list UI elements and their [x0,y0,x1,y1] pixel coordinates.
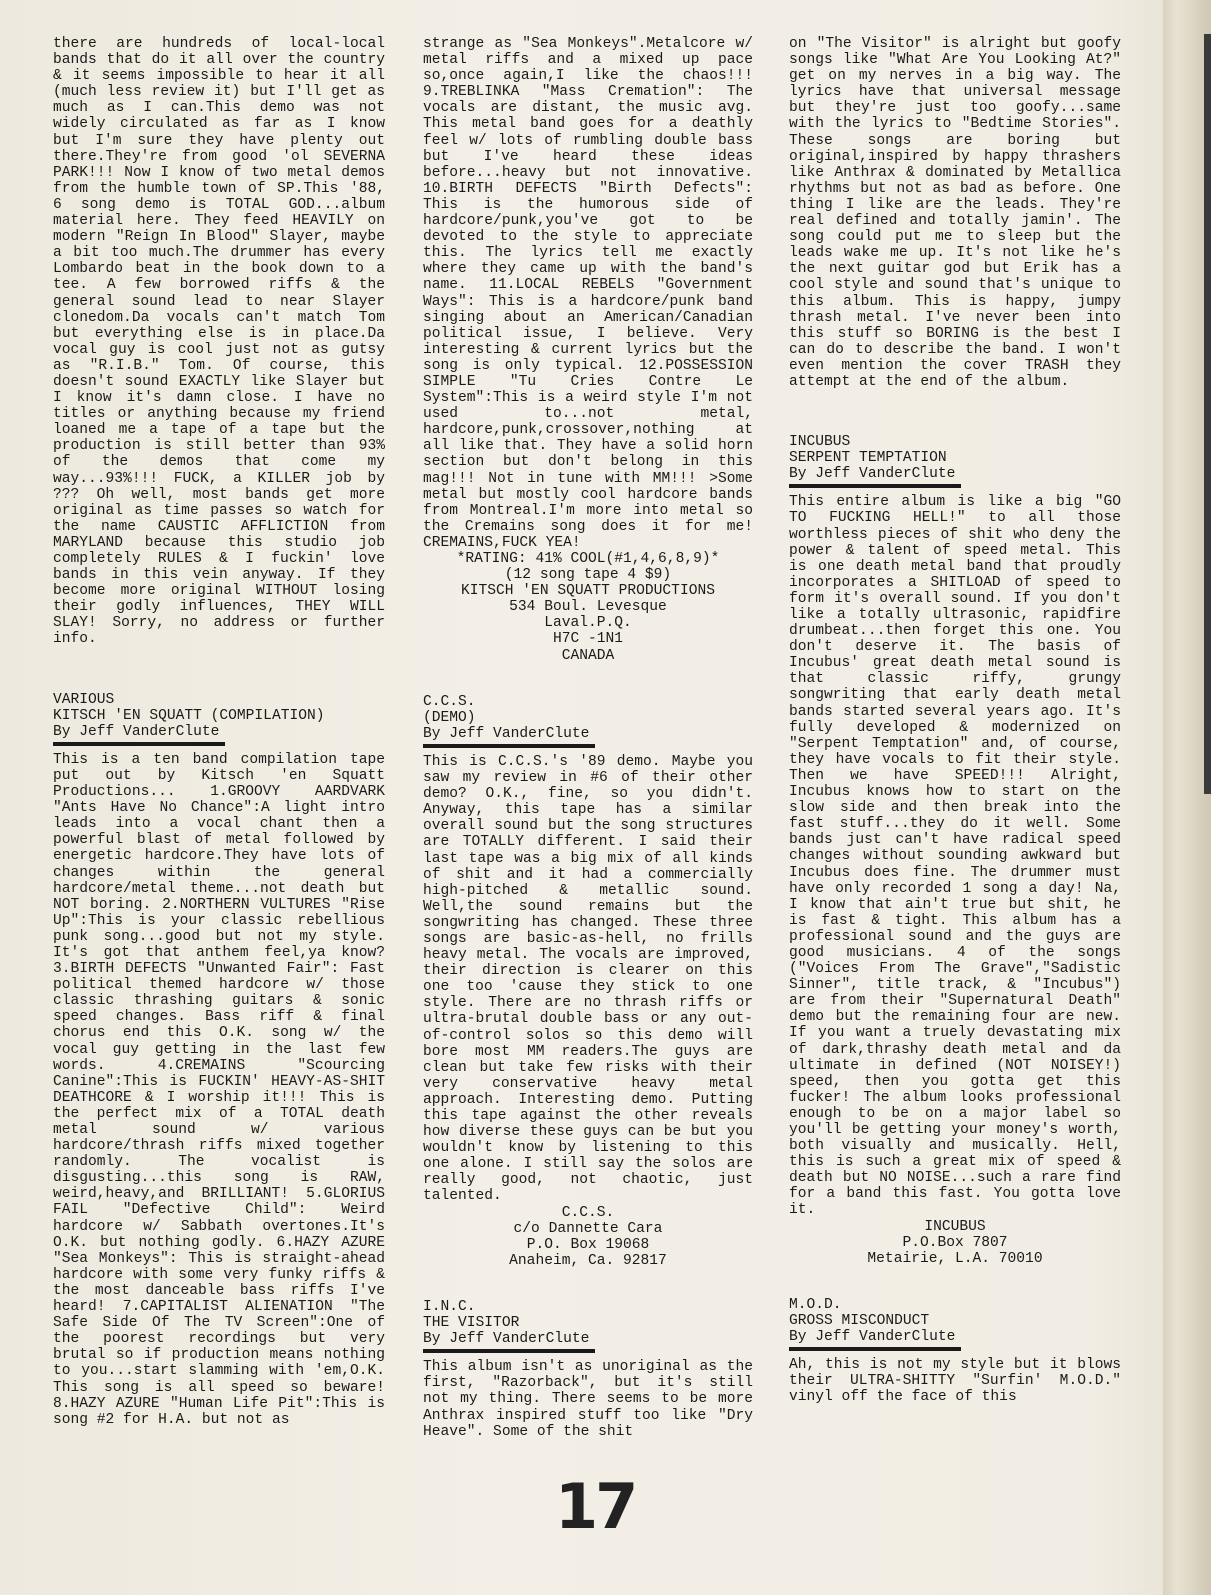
review-byline: By Jeff VanderClute [423,1331,590,1348]
address-line: 534 Boul. Levesque [509,599,667,616]
address-line: H7C -1N1 [552,631,624,648]
column-2 [423,36,753,1440]
tape-format: (12 song tape 4 $9) [504,567,672,584]
incubus-review-text: This entire album is like a big "GO TO FUCKING HELL!" to all those worthless pieces of shit who deny the power & talent of speed metal. This is one death metal band that proudly incorporates a SHITLOAD of speed to form it's overall sound. If you don't like a totally ultrasonic, rapidfire drumbeat...then forget this one. You don't deserve it. The basis of Incubus' great death metal sound is that classic riffy, grungy songwriting that early death metal bands started several years ago. It's fully developed & modernized on "Serpent Temptation" and, of course, they have vocals to fit their style. Then we have SPEED!!! Alright, Incubus knows how to start on the slow side and then break into the fast stuff...they do it well. Some bands just can't have radical speed changes without sounding awkward but Incubus does fine. The drummer must have only recorded 1 song a day! Na, I know that ain't true but shit, he is fast & tight. This album has a professional sound and the guys are good musicians. 4 of the songs ("Voices From The Grave","Sadistic Sinner", title track, & "Incubus") are from their "Supernatural Death" demo but the remaining four are new. If you want a truely devastating mix of dark,thrashy death metal and da ultimate in defined (NOT NOISEY!) speed, then you gotta get this fucker! The album looks professional enough to be on a major label so you'll be getting your money's worth, both visually and musically. Hell, this is such a great mix of speed & death but NO NOISE...such a rare find for a band this fast. You gotta love it. [789,494,1121,1219]
spine-edge-mark [1204,34,1211,794]
page-spine [1163,0,1211,1595]
address-line: c/o Dannette Cara [513,1220,663,1237]
ccs-review-header [423,694,753,742]
address-line: INCUBUS [924,1218,986,1235]
review-title: THE VISITOR [423,1315,520,1332]
review-title: (DEMO) [423,709,476,726]
byline-rule [789,484,961,488]
byline-rule [53,742,225,746]
inc-review-header [423,1299,753,1347]
page-number: 17 [555,1470,636,1543]
incubus-review-header [789,434,1121,482]
review-byline: By Jeff VanderClute [423,725,590,742]
address-line: KITSCH 'EN SQUATT PRODUCTIONS [461,583,715,600]
incubus-address-block [789,1219,1121,1267]
address-line: Anaheim, Ca. 92817 [509,1252,667,1269]
address-line: P.O. Box 19068 [526,1236,650,1253]
review-artist: INCUBUS [789,434,851,451]
byline-rule [423,1349,595,1353]
kitsch-address-block [423,551,753,664]
review-title: KITSCH 'EN SQUATT (COMPILATION) [53,707,325,724]
review-artist: M.O.D. [789,1296,842,1313]
various-review-text: This is a ten band compilation tape put out by Kitsch 'en Squatt Productions... 1.GROOVY AARDVARK "Ants Have No Chance":A light intro leads into a vocal chant then a powerful blast of metal followed by energetic hardcore.They have lots of changes within the general hardcore/metal theme...not death but NOT boring. 2.NORTHERN VULTURES "Rise Up":This is your classic rebellious punk song...good but not my style. It's got that anthem feel,ya know? 3.BIRTH DEFECTS "Unwanted Fair": Fast political themed hardcore w/ those classic thrashing guitars & sonic speed changes. Bass riff & final chorus end this O.K. song w/ the vocal guy getting in the last few words. 4.CREMAINS "Scourcing Canine":This is FUCKIN' HEAVY-AS-SHIT DEATHCORE & I worship it!!! This is the perfect mix of a TOTAL death metal sound w/ various hardcore/thrash riffs mixed together randomly. The vocalist is disgusting...this song is RAW, weird,heavy,and BRILLIANT! 5.GLORIUS FAIL "Defective Child": Weird hardcore w/ Sabbath overtones.It's O.K. but nothing godly. 6.HAZY AZURE "Sea Monkeys": This is straight-ahead hardcore with some very funky riffs & the most danceable bass riffs I've heard! 7.CAPITALIST ALIENATION "The Safe Side Of The TV Screen":One of the poorest recordings but very brutal so if production means nothing to you...start slamming with 'em,O.K. This song is all speed so beware! 8.HAZY AZURE "Human Life Pit":This is song #2 for H.A. but not as [53,751,385,1428]
ccs-address-block [423,1205,753,1269]
inc-review-text: This album isn't as unoriginal as the first, "Razorback", but it's still not my thing. There seems to be more Anthrax inspired stuff too like "Dry Heave". Some of the shit [423,1359,753,1440]
byline-rule [423,744,595,748]
various-review-header [53,692,385,740]
review-artist: VARIOUS [53,691,115,708]
inc-review-continuation: on "The Visitor" is alright but goofy songs like "What Are You Looking At?" get on my nerves in a big way. The lyrics have that universal message but they're just too goofy...same with the lyrics to "Bedtime Stories". These songs are boring but original,inspired by happy thrashers like Anthrax & dominated by Metallica rhythms but not as bad as before. One thing I like are the leads. They're real defined and totally jamin'. The song could put me to sleep but the leads wake me up. It's not like he's the next guitar god but Erik has a cool style and sound that's unique to this album. This is happy, jumpy thrash metal. I've never been into this stuff so BORING is the best I can do to describe the band. I won't even mention the cover TRASH they attempt at the end of the album. [789,36,1121,390]
address-line: C.C.S. [561,1204,615,1221]
address-line: Metairie, L.A. 70010 [867,1250,1043,1267]
column-1 [53,36,385,1428]
column-3 [789,36,1121,1405]
review-byline: By Jeff VanderClute [53,723,220,740]
review-title: GROSS MISCONDUCT [789,1312,930,1329]
rating: *RATING: 41% COOL(#1,4,6,8,9)* [456,551,720,567]
review-title: SERPENT TEMPTATION [789,450,947,467]
mod-review-text: Ah, this is not my style but it blows their ULTRA-SHITTY "Surfin' M.O.D." vinyl off the face of this [789,1357,1121,1406]
review-byline: By Jeff VanderClute [789,466,956,483]
address-line: P.O.Box 7807 [902,1234,1008,1251]
mod-review-header [789,1297,1121,1345]
review-artist: C.C.S. [423,693,476,710]
address-line: Laval.P.Q. [544,615,632,632]
various-review-continuation: strange as "Sea Monkeys".Metalcore w/ metal riffs and a mixed up pace so,once again,I like the chaos!!! 9.TREBLINKA "Mass Cremation": The vocals are distant, the music avg. This metal band goes for a deathly feel w/ lots of rumbling double bass but I've heard these ideas before...heavy but not innovative. 10.BIRTH DEFECTS "Birth Defects": This is the humorous side of hardcore/punk,you've got to be devoted to the style to appreciate this. The lyrics tell me exactly where they came up with the band's name. 11.LOCAL REBELS "Government Ways": This is a hardcore/punk band singing about an American/Canadian political issue, I believe. Very interesting & current lyrics but the song is only typical. 12.POSSESSION SIMPLE "Tu Cries Contre Le System":This is a weird style I'm not used to...not metal, hardcore,punk,crossover,nothing at all like that. They have a solid horn section but don't belong in this mag!!! Not in tune with MM!!! >Some metal but mostly cool hardcore bands from Montreal.I'm more into metal so the Cremains song does it for me! CREMAINS,FUCK YEA! [423,36,753,551]
review-artist: I.N.C. [423,1298,476,1315]
address-line: CANADA [561,647,615,664]
byline-rule [789,1347,961,1351]
review-byline: By Jeff VanderClute [789,1329,956,1346]
caustic-affliction-review-text: there are hundreds of local-local bands that do it all over the country & it seems impossible to hear it all (much less review it) but I'll get as much as I can.This demo was not widely circulated as far as I know but I'm sure they have plenty out there.They're from good 'ol SEVERNA PARK!!! Now I know of two metal demos from the humble town of SP.This '88, 6 song demo is TOTAL GOD...album material here. They feed HEAVILY on modern "Reign In Blood" Slayer, maybe a bit too much.The drummer has every Lombardo beat in the book down to a tee. A few borrowed riffs & the general sound lead to near Slayer clonedom.Da vocals can't match Tom but everything else is in place.Da vocal guy is cool just not as gutsy as "R.I.B." Tom. Of course, this doesn't sound EXACTLY like Slayer but I know it's damn close. I have no titles or anything because my friend loaned me a tape of a tape but the production is still better than 93% of the demos that come my way...93%!!! FUCK, a KILLER job by ??? Oh well, most bands get more original as time passes so watch for the name CAUSTIC AFFLICTION from MARYLAND because this studio job completely RULES & I fuckin' love bands in this vein anyway. If they become more original WITHOUT losing their godly influences, THEY WILL SLAY! Sorry, no address or further info. [53,36,385,648]
ccs-review-text: This is C.C.S.'s '89 demo. Maybe you saw my review in #6 of their other demo? O.K., fine, so you didn't. Anyway, this tape has a similar overall sound but the song structures are TOTALLY different. I said their last tape was a big mix of all kinds of shit and it had a commercially high-pitched & metallic sound. Well,the sound remains but the songwriting has changed. These three songs are basic-as-hell, no frills heavy metal. The vocals are improved, their direction is clearer on this one too 'cause they stick to one style. There are no thrash riffs or ultra-brutal double bass or any out-of-control solos so this demo will bore most MM readers.The guys are clean but take few risks with their very conservative heavy metal approach. Interesting demo. Putting this tape against the other reveals how diverse these guys can be but you wouldn't know by listening to this one alone. I still say the solos are really good, not chaotic, just talented. [423,753,753,1205]
